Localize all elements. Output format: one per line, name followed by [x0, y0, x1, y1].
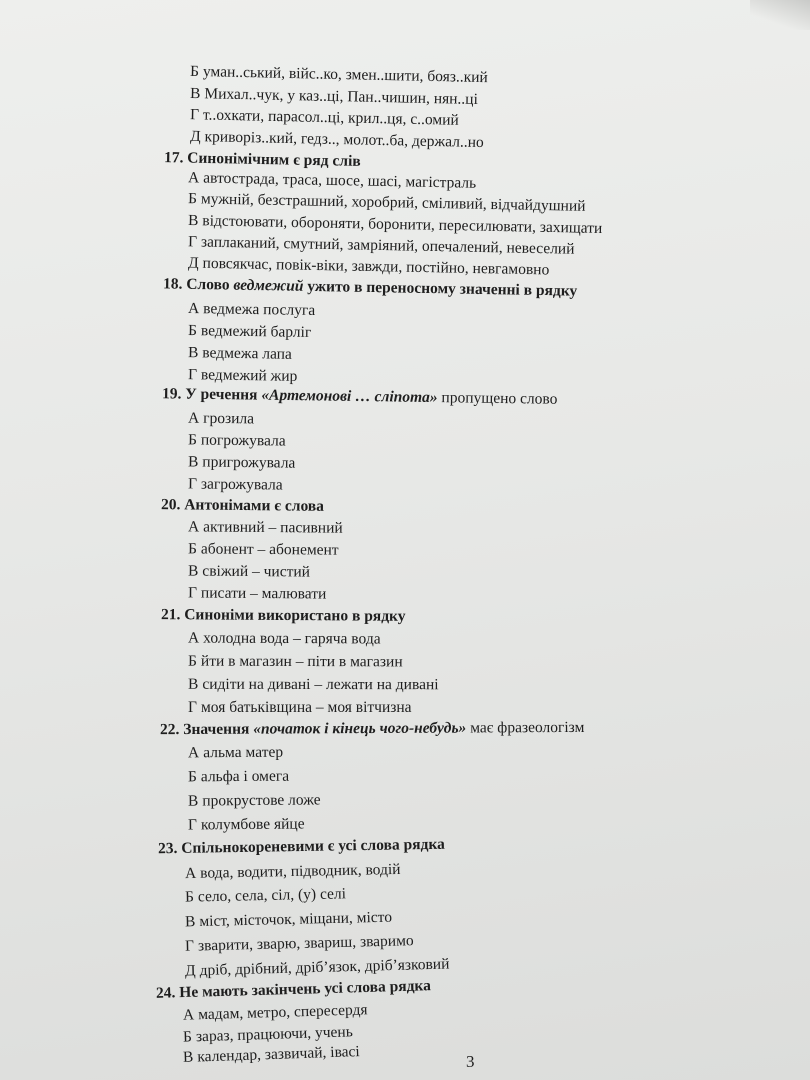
option-text: ведмежа лапа: [202, 344, 293, 363]
option-line: [188, 562, 310, 581]
option-letter: Б: [184, 888, 195, 906]
option-letter: А: [187, 518, 200, 536]
question-text: У речення: [185, 385, 258, 404]
option-text: альфа і омега: [200, 767, 290, 786]
option-line: [188, 518, 343, 537]
question-text: Синонімічним є ряд слів: [187, 149, 361, 170]
option-letter: Г: [187, 584, 198, 602]
option-letter: Б: [187, 322, 198, 340]
option-letter: В: [187, 675, 199, 693]
option-line: [188, 629, 381, 648]
option-text: ведмежий жир: [200, 366, 298, 385]
question-quote: «початок і кінець чого-небудь»: [253, 719, 467, 738]
option-line: [183, 1001, 368, 1024]
option-letter: А: [187, 300, 200, 318]
question-number: 21.: [160, 606, 181, 624]
option-text: мужній, безстрашний, хоробрий, сміливий, відчайдушний: [200, 190, 586, 215]
option-line: [185, 885, 346, 906]
question-number: 17.: [163, 149, 184, 167]
option-text: активний – пасивний: [203, 518, 343, 537]
option-letter: Б: [189, 62, 200, 81]
option-letter: Г: [187, 366, 198, 384]
option-line: [183, 1043, 360, 1067]
option-text: мадам, метро, спересердя: [197, 1001, 368, 1024]
option-text: вода, водити, підводник, водій: [200, 860, 401, 882]
option-text: міст, місточок, міщани, місто: [199, 908, 393, 931]
question-20-heading: [161, 496, 324, 516]
option-letter: А: [187, 744, 200, 762]
page-number: 3: [466, 1052, 475, 1071]
option-line: [188, 676, 439, 694]
option-text: прокрустове ложе: [202, 791, 321, 810]
option-letter: Г: [187, 816, 198, 834]
option-text: ведмежа послуга: [203, 300, 316, 319]
question-18-heading: [163, 275, 578, 300]
option-text: грозила: [203, 409, 255, 428]
question-number: 20.: [160, 496, 181, 514]
option-text: уман..ський, війс..ко, змен..шити, бояз..кий: [202, 63, 488, 87]
option-letter: В: [189, 84, 201, 103]
option-letter: Г: [184, 937, 195, 955]
option-text: сидіти на дивані – лежати на дивані: [202, 675, 439, 694]
question-quote: ведмежий: [233, 276, 304, 295]
question-text-tail: пропущено слово: [441, 389, 558, 408]
option-letter: В: [187, 562, 199, 580]
option-letter: Б: [187, 190, 198, 208]
question-21-heading: [161, 606, 406, 626]
option-text: село, села, сіл, (у) селі: [197, 885, 347, 906]
option-line: [188, 453, 296, 472]
question-text: Антонімами є слова: [184, 496, 325, 515]
question-text: Спільнокореневими є усі слова рядка: [181, 835, 445, 857]
option-letter: А: [187, 409, 200, 427]
question-number: 24.: [155, 984, 176, 1002]
option-text: колумбове яйце: [200, 815, 305, 834]
option-line: [188, 699, 412, 717]
option-text: повсякчас, повік-віки, завжди, постійно, невгамовно: [202, 254, 550, 279]
question-text: Значення: [183, 720, 250, 738]
option-text: абонент – абонемент: [200, 540, 339, 559]
option-line: [188, 366, 298, 386]
option-line: [188, 431, 286, 450]
option-letter: Д: [184, 962, 196, 980]
option-line: [185, 861, 401, 883]
option-line: [188, 169, 476, 193]
option-text: пригрожувала: [202, 453, 296, 472]
option-letter: В: [187, 212, 199, 230]
question-17-heading: [164, 149, 361, 171]
option-line: [190, 63, 488, 87]
question-text: Не мають закінчень усі слова рядка: [179, 977, 432, 1002]
question-quote: «Артемонові … сліпота»: [261, 386, 438, 407]
option-text: холодна вода – гаряча вода: [203, 629, 381, 648]
option-text: свіжий – чистий: [202, 562, 311, 581]
option-letter: А: [184, 864, 197, 883]
option-letter: Б: [187, 768, 197, 786]
option-line: [190, 85, 478, 109]
option-line: [188, 768, 289, 787]
option-text: криворіз..кий, гедз.., молот..ба, держал..но: [204, 128, 484, 152]
option-line: [190, 106, 459, 130]
option-letter: Г: [187, 233, 198, 251]
option-text: автострада, траса, шосе, шасі, магістраль: [203, 169, 477, 192]
option-letter: Г: [188, 699, 197, 716]
option-letter: Д: [189, 127, 201, 146]
option-letter: Б: [182, 1028, 193, 1046]
option-letter: А: [187, 169, 200, 187]
option-letter: Б: [187, 652, 197, 670]
question-number: 22.: [159, 721, 180, 739]
option-line: [185, 932, 414, 956]
question-text: Слово: [186, 275, 230, 294]
question-number: 19.: [161, 385, 182, 403]
option-text: Михал..чук, у каз..ці, Пан..чишин, нян..ці: [204, 85, 479, 109]
option-text: йти в магазин – піти в магазин: [200, 652, 403, 671]
question-text-tail: має фразеологізм: [470, 718, 585, 737]
option-letter: В: [182, 1048, 194, 1066]
option-line: [185, 909, 392, 932]
option-letter: Г: [187, 475, 198, 493]
option-text: загрожувала: [200, 475, 283, 494]
question-23-heading: [158, 836, 445, 859]
question-text: Синоніми використано в рядку: [184, 606, 406, 625]
option-letter: Б: [187, 540, 197, 558]
option-text: календар, зазвичай, івасі: [197, 1043, 360, 1066]
option-line: [188, 255, 550, 280]
option-line: [188, 584, 327, 603]
option-text: т..охкати, парасол..ці, крил..ця, с..омий: [202, 106, 459, 129]
option-text: зараз, працюючи, учень: [195, 1023, 354, 1046]
option-text: зварити, зварю, звариш, зваримо: [197, 932, 414, 955]
question-24-heading: [156, 977, 431, 1003]
option-letter: В: [187, 792, 199, 810]
option-letter: Б: [187, 431, 198, 449]
option-letter: Г: [189, 106, 200, 124]
option-text: ведмежий барліг: [200, 322, 312, 341]
option-line: [188, 410, 254, 429]
option-line: [188, 190, 586, 216]
option-text: писати – малювати: [200, 584, 327, 603]
option-text: альма матер: [203, 743, 284, 762]
option-text: погрожувала: [200, 431, 286, 450]
option-text: заплаканий, смутний, замріяний, опечалений, невеселий: [200, 233, 575, 258]
option-letter: Д: [187, 254, 199, 272]
option-line: [188, 300, 315, 320]
question-22-heading: [160, 719, 584, 739]
option-text: відстоювати, обороняти, боронити, пересилювати, захищати: [202, 212, 603, 237]
option-line: [188, 344, 292, 364]
option-line: [188, 322, 312, 342]
option-line: [190, 128, 484, 152]
option-line: [188, 744, 283, 763]
question-text-tail: ужито в переносному значенні в рядку: [307, 277, 578, 300]
option-letter: В: [187, 344, 199, 362]
option-line: [188, 653, 403, 672]
question-number: 18.: [162, 275, 183, 293]
option-line: [188, 475, 283, 494]
option-letter: В: [187, 453, 199, 471]
question-number: 23.: [157, 839, 178, 858]
option-line: [188, 791, 321, 810]
option-letter: В: [184, 913, 196, 931]
option-text: дріб, дрібний, дріб’язок, дріб’язковий: [199, 955, 450, 980]
option-letter: А: [187, 629, 200, 647]
option-line: [188, 815, 305, 834]
option-letter: А: [182, 1006, 195, 1024]
option-text: моя батьківщина – моя вітчизна: [200, 699, 412, 716]
question-19-heading: [162, 385, 558, 409]
option-line: [188, 540, 339, 559]
